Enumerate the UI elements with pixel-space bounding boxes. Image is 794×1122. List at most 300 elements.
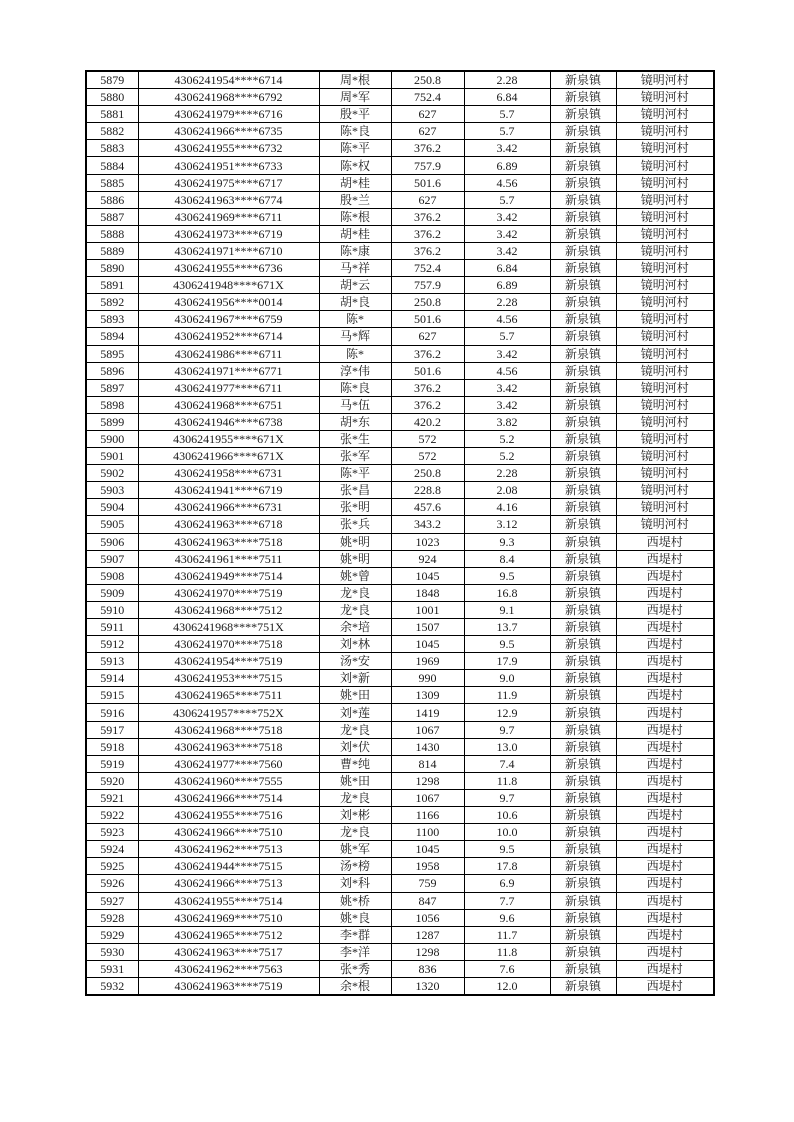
cell-seq: 5909 — [86, 584, 138, 601]
cell-amount: 376.2 — [391, 345, 464, 362]
cell-village: 镜明河村 — [616, 174, 714, 191]
cell-area: 9.6 — [464, 909, 550, 926]
cell-amount: 752.4 — [391, 260, 464, 277]
cell-village: 西堤村 — [616, 789, 714, 806]
cell-area: 7.4 — [464, 755, 550, 772]
cell-area: 3.42 — [464, 140, 550, 157]
cell-town: 新泉镇 — [550, 943, 616, 960]
cell-seq: 5922 — [86, 807, 138, 824]
cell-village: 镜明河村 — [616, 379, 714, 396]
cell-amount: 1045 — [391, 567, 464, 584]
cell-amount: 757.9 — [391, 277, 464, 294]
table-row — [86, 875, 714, 892]
table-row — [86, 721, 714, 738]
cell-seq: 5905 — [86, 516, 138, 533]
cell-town: 新泉镇 — [550, 738, 616, 755]
cell-id-masked: 4306241970****7518 — [138, 636, 319, 653]
cell-area: 3.42 — [464, 225, 550, 242]
cell-town: 新泉镇 — [550, 294, 616, 311]
table-row — [86, 379, 714, 396]
cell-area: 10.0 — [464, 824, 550, 841]
cell-village: 西堤村 — [616, 841, 714, 858]
cell-id-masked: 4306241977****6711 — [138, 379, 319, 396]
cell-village: 镜明河村 — [616, 345, 714, 362]
cell-town: 新泉镇 — [550, 225, 616, 242]
cell-village: 西堤村 — [616, 772, 714, 789]
table-row — [86, 157, 714, 174]
cell-seq: 5916 — [86, 704, 138, 721]
cell-name-masked: 陈*康 — [319, 242, 391, 259]
cell-amount: 1045 — [391, 841, 464, 858]
cell-area: 4.56 — [464, 174, 550, 191]
cell-id-masked: 4306241963****6774 — [138, 191, 319, 208]
cell-area: 4.56 — [464, 362, 550, 379]
cell-seq: 5915 — [86, 687, 138, 704]
table-row — [86, 140, 714, 157]
cell-seq: 5889 — [86, 242, 138, 259]
cell-amount: 250.8 — [391, 71, 464, 89]
cell-area: 2.28 — [464, 71, 550, 89]
cell-amount: 420.2 — [391, 413, 464, 430]
cell-town: 新泉镇 — [550, 533, 616, 550]
cell-village: 镜明河村 — [616, 191, 714, 208]
cell-seq: 5903 — [86, 482, 138, 499]
cell-amount: 1298 — [391, 772, 464, 789]
cell-area: 11.8 — [464, 772, 550, 789]
cell-id-masked: 4306241968****6751 — [138, 396, 319, 413]
cell-area: 2.08 — [464, 482, 550, 499]
cell-id-masked: 4306241971****6710 — [138, 242, 319, 259]
cell-village: 镜明河村 — [616, 396, 714, 413]
cell-amount: 343.2 — [391, 516, 464, 533]
cell-id-masked: 4306241966****7514 — [138, 789, 319, 806]
table-row — [86, 601, 714, 618]
cell-seq: 5887 — [86, 208, 138, 225]
cell-town: 新泉镇 — [550, 499, 616, 516]
cell-amount: 501.6 — [391, 362, 464, 379]
cell-village: 镜明河村 — [616, 482, 714, 499]
cell-village: 镜明河村 — [616, 89, 714, 106]
cell-id-masked: 4306241979****6716 — [138, 106, 319, 123]
cell-area: 13.7 — [464, 619, 550, 636]
cell-town: 新泉镇 — [550, 772, 616, 789]
cell-amount: 1166 — [391, 807, 464, 824]
cell-town: 新泉镇 — [550, 601, 616, 618]
cell-id-masked: 4306241963****7518 — [138, 533, 319, 550]
table-row — [86, 311, 714, 328]
cell-town: 新泉镇 — [550, 174, 616, 191]
cell-id-masked: 4306241957****752X — [138, 704, 319, 721]
cell-amount: 1958 — [391, 858, 464, 875]
cell-village: 西堤村 — [616, 567, 714, 584]
table-row — [86, 892, 714, 909]
cell-town: 新泉镇 — [550, 430, 616, 447]
cell-town: 新泉镇 — [550, 208, 616, 225]
table-row — [86, 858, 714, 875]
cell-seq: 5879 — [86, 71, 138, 89]
table-row — [86, 345, 714, 362]
cell-id-masked: 4306241960****7555 — [138, 772, 319, 789]
cell-village: 镜明河村 — [616, 499, 714, 516]
cell-name-masked: 马*辉 — [319, 328, 391, 345]
cell-id-masked: 4306241966****671X — [138, 448, 319, 465]
cell-area: 7.6 — [464, 960, 550, 977]
cell-village: 西堤村 — [616, 960, 714, 977]
cell-id-masked: 4306241966****6731 — [138, 499, 319, 516]
cell-id-masked: 4306241961****7511 — [138, 550, 319, 567]
cell-name-masked: 张*军 — [319, 448, 391, 465]
cell-amount: 250.8 — [391, 294, 464, 311]
table-row — [86, 123, 714, 140]
cell-name-masked: 陈* — [319, 311, 391, 328]
cell-id-masked: 4306241962****7563 — [138, 960, 319, 977]
cell-seq: 5918 — [86, 738, 138, 755]
cell-amount: 836 — [391, 960, 464, 977]
cell-area: 9.7 — [464, 721, 550, 738]
cell-id-masked: 4306241965****7511 — [138, 687, 319, 704]
cell-town: 新泉镇 — [550, 396, 616, 413]
cell-area: 17.8 — [464, 858, 550, 875]
cell-area: 6.84 — [464, 89, 550, 106]
cell-name-masked: 胡*良 — [319, 294, 391, 311]
cell-seq: 5911 — [86, 619, 138, 636]
cell-area: 12.9 — [464, 704, 550, 721]
cell-seq: 5892 — [86, 294, 138, 311]
table-row — [86, 960, 714, 977]
cell-area: 3.42 — [464, 379, 550, 396]
cell-seq: 5898 — [86, 396, 138, 413]
table-row — [86, 242, 714, 259]
cell-town: 新泉镇 — [550, 670, 616, 687]
cell-name-masked: 刘*新 — [319, 670, 391, 687]
cell-area: 7.7 — [464, 892, 550, 909]
cell-village: 西堤村 — [616, 619, 714, 636]
cell-id-masked: 4306241968****751X — [138, 619, 319, 636]
cell-amount: 627 — [391, 106, 464, 123]
cell-id-masked: 4306241971****6771 — [138, 362, 319, 379]
cell-id-masked: 4306241967****6759 — [138, 311, 319, 328]
cell-village: 西堤村 — [616, 687, 714, 704]
cell-area: 3.42 — [464, 208, 550, 225]
cell-amount: 757.9 — [391, 157, 464, 174]
cell-village: 镜明河村 — [616, 140, 714, 157]
cell-seq: 5932 — [86, 977, 138, 995]
cell-village: 西堤村 — [616, 636, 714, 653]
cell-name-masked: 殷*兰 — [319, 191, 391, 208]
cell-name-masked: 胡*云 — [319, 277, 391, 294]
cell-amount: 376.2 — [391, 379, 464, 396]
cell-village: 镜明河村 — [616, 157, 714, 174]
cell-area: 3.42 — [464, 242, 550, 259]
table-row — [86, 909, 714, 926]
cell-village: 西堤村 — [616, 807, 714, 824]
cell-amount: 759 — [391, 875, 464, 892]
table-row — [86, 89, 714, 106]
cell-name-masked: 刘*莲 — [319, 704, 391, 721]
cell-town: 新泉镇 — [550, 345, 616, 362]
cell-seq: 5923 — [86, 824, 138, 841]
cell-village: 西堤村 — [616, 943, 714, 960]
cell-town: 新泉镇 — [550, 807, 616, 824]
cell-amount: 627 — [391, 123, 464, 140]
cell-id-masked: 4306241955****7514 — [138, 892, 319, 909]
cell-town: 新泉镇 — [550, 379, 616, 396]
cell-seq: 5891 — [86, 277, 138, 294]
cell-town: 新泉镇 — [550, 875, 616, 892]
cell-id-masked: 4306241948****671X — [138, 277, 319, 294]
cell-area: 9.5 — [464, 636, 550, 653]
cell-seq: 5885 — [86, 174, 138, 191]
cell-village: 镜明河村 — [616, 448, 714, 465]
cell-name-masked: 马*伍 — [319, 396, 391, 413]
cell-amount: 1419 — [391, 704, 464, 721]
cell-town: 新泉镇 — [550, 687, 616, 704]
cell-village: 镜明河村 — [616, 208, 714, 225]
cell-id-masked: 4306241954****6714 — [138, 71, 319, 89]
table-row — [86, 687, 714, 704]
cell-seq: 5900 — [86, 430, 138, 447]
cell-area: 4.16 — [464, 499, 550, 516]
cell-id-masked: 4306241968****6792 — [138, 89, 319, 106]
cell-town: 新泉镇 — [550, 328, 616, 345]
cell-id-masked: 4306241968****7518 — [138, 721, 319, 738]
cell-town: 新泉镇 — [550, 567, 616, 584]
cell-seq: 5930 — [86, 943, 138, 960]
cell-seq: 5913 — [86, 653, 138, 670]
cell-amount: 1100 — [391, 824, 464, 841]
cell-village: 西堤村 — [616, 858, 714, 875]
cell-town: 新泉镇 — [550, 157, 616, 174]
cell-amount: 1056 — [391, 909, 464, 926]
cell-town: 新泉镇 — [550, 362, 616, 379]
table-row — [86, 225, 714, 242]
cell-seq: 5919 — [86, 755, 138, 772]
cell-amount: 847 — [391, 892, 464, 909]
cell-seq: 5890 — [86, 260, 138, 277]
cell-amount: 814 — [391, 755, 464, 772]
cell-amount: 1309 — [391, 687, 464, 704]
cell-name-masked: 李*群 — [319, 926, 391, 943]
cell-area: 6.89 — [464, 277, 550, 294]
cell-town: 新泉镇 — [550, 721, 616, 738]
table-row — [86, 670, 714, 687]
cell-village: 西堤村 — [616, 584, 714, 601]
cell-town: 新泉镇 — [550, 636, 616, 653]
cell-seq: 5907 — [86, 550, 138, 567]
table-row — [86, 71, 714, 89]
cell-name-masked: 姚*军 — [319, 841, 391, 858]
cell-id-masked: 4306241951****6733 — [138, 157, 319, 174]
cell-village: 西堤村 — [616, 755, 714, 772]
cell-seq: 5895 — [86, 345, 138, 362]
cell-amount: 376.2 — [391, 208, 464, 225]
cell-amount: 1298 — [391, 943, 464, 960]
cell-id-masked: 4306241966****7510 — [138, 824, 319, 841]
cell-area: 5.7 — [464, 106, 550, 123]
cell-area: 11.7 — [464, 926, 550, 943]
cell-seq: 5929 — [86, 926, 138, 943]
cell-amount: 1507 — [391, 619, 464, 636]
cell-amount: 572 — [391, 430, 464, 447]
cell-seq: 5886 — [86, 191, 138, 208]
cell-area: 9.5 — [464, 841, 550, 858]
cell-village: 镜明河村 — [616, 362, 714, 379]
cell-id-masked: 4306241963****7517 — [138, 943, 319, 960]
table-row — [86, 430, 714, 447]
cell-town: 新泉镇 — [550, 89, 616, 106]
cell-amount: 1023 — [391, 533, 464, 550]
cell-seq: 5897 — [86, 379, 138, 396]
cell-name-masked: 陈*平 — [319, 465, 391, 482]
table-row — [86, 977, 714, 995]
cell-id-masked: 4306241955****671X — [138, 430, 319, 447]
cell-amount: 1287 — [391, 926, 464, 943]
cell-village: 镜明河村 — [616, 413, 714, 430]
cell-town: 新泉镇 — [550, 260, 616, 277]
cell-village: 镜明河村 — [616, 328, 714, 345]
cell-amount: 376.2 — [391, 396, 464, 413]
cell-seq: 5882 — [86, 123, 138, 140]
table-row — [86, 174, 714, 191]
cell-seq: 5917 — [86, 721, 138, 738]
table-row — [86, 550, 714, 567]
cell-town: 新泉镇 — [550, 858, 616, 875]
table-row — [86, 772, 714, 789]
cell-name-masked: 汤*安 — [319, 653, 391, 670]
cell-amount: 990 — [391, 670, 464, 687]
cell-amount: 1430 — [391, 738, 464, 755]
cell-area: 3.82 — [464, 413, 550, 430]
cell-seq: 5926 — [86, 875, 138, 892]
cell-village: 西堤村 — [616, 721, 714, 738]
cell-town: 新泉镇 — [550, 277, 616, 294]
cell-town: 新泉镇 — [550, 123, 616, 140]
cell-id-masked: 4306241955****6732 — [138, 140, 319, 157]
cell-village: 镜明河村 — [616, 465, 714, 482]
cell-area: 11.9 — [464, 687, 550, 704]
cell-town: 新泉镇 — [550, 584, 616, 601]
table-row — [86, 499, 714, 516]
cell-village: 镜明河村 — [616, 430, 714, 447]
cell-name-masked: 李*洋 — [319, 943, 391, 960]
cell-village: 镜明河村 — [616, 71, 714, 89]
cell-village: 西堤村 — [616, 704, 714, 721]
cell-village: 镜明河村 — [616, 260, 714, 277]
cell-amount: 228.8 — [391, 482, 464, 499]
cell-id-masked: 4306241946****6738 — [138, 413, 319, 430]
table-row — [86, 396, 714, 413]
cell-town: 新泉镇 — [550, 977, 616, 995]
cell-name-masked: 余*培 — [319, 619, 391, 636]
cell-amount: 501.6 — [391, 311, 464, 328]
cell-id-masked: 4306241958****6731 — [138, 465, 319, 482]
cell-seq: 5880 — [86, 89, 138, 106]
cell-seq: 5920 — [86, 772, 138, 789]
cell-id-masked: 4306241968****7512 — [138, 601, 319, 618]
cell-seq: 5896 — [86, 362, 138, 379]
cell-village: 镜明河村 — [616, 311, 714, 328]
cell-id-masked: 4306241973****6719 — [138, 225, 319, 242]
cell-area: 10.6 — [464, 807, 550, 824]
cell-id-masked: 4306241969****7510 — [138, 909, 319, 926]
cell-town: 新泉镇 — [550, 789, 616, 806]
cell-village: 西堤村 — [616, 550, 714, 567]
cell-town: 新泉镇 — [550, 926, 616, 943]
cell-town: 新泉镇 — [550, 960, 616, 977]
table-row — [86, 943, 714, 960]
cell-town: 新泉镇 — [550, 413, 616, 430]
cell-town: 新泉镇 — [550, 653, 616, 670]
table-body — [86, 71, 714, 995]
cell-seq: 5931 — [86, 960, 138, 977]
table-row — [86, 106, 714, 123]
cell-name-masked: 姚*明 — [319, 550, 391, 567]
table-row — [86, 824, 714, 841]
table-row — [86, 482, 714, 499]
cell-village: 西堤村 — [616, 926, 714, 943]
cell-amount: 627 — [391, 328, 464, 345]
cell-area: 3.42 — [464, 345, 550, 362]
table-row — [86, 755, 714, 772]
cell-amount: 1045 — [391, 636, 464, 653]
table-row — [86, 448, 714, 465]
cell-name-masked: 陈*良 — [319, 379, 391, 396]
cell-area: 3.42 — [464, 396, 550, 413]
table-row — [86, 619, 714, 636]
table-row — [86, 533, 714, 550]
cell-amount: 376.2 — [391, 140, 464, 157]
cell-name-masked: 龙*良 — [319, 601, 391, 618]
cell-amount: 752.4 — [391, 89, 464, 106]
cell-area: 8.4 — [464, 550, 550, 567]
cell-area: 13.0 — [464, 738, 550, 755]
cell-name-masked: 龙*良 — [319, 721, 391, 738]
table-row — [86, 413, 714, 430]
cell-id-masked: 4306241955****6736 — [138, 260, 319, 277]
cell-area: 9.3 — [464, 533, 550, 550]
cell-area: 4.56 — [464, 311, 550, 328]
cell-name-masked: 马*祥 — [319, 260, 391, 277]
cell-area: 9.0 — [464, 670, 550, 687]
cell-id-masked: 4306241955****7516 — [138, 807, 319, 824]
cell-seq: 5927 — [86, 892, 138, 909]
cell-name-masked: 刘*彬 — [319, 807, 391, 824]
cell-name-masked: 刘*林 — [319, 636, 391, 653]
table-row — [86, 841, 714, 858]
cell-village: 西堤村 — [616, 977, 714, 995]
subsidy-table — [85, 70, 715, 996]
table-row — [86, 704, 714, 721]
cell-id-masked: 4306241970****7519 — [138, 584, 319, 601]
cell-name-masked: 姚*桥 — [319, 892, 391, 909]
cell-id-masked: 4306241962****7513 — [138, 841, 319, 858]
table-row — [86, 191, 714, 208]
cell-area: 6.89 — [464, 157, 550, 174]
cell-id-masked: 4306241963****6718 — [138, 516, 319, 533]
cell-town: 新泉镇 — [550, 106, 616, 123]
cell-town: 新泉镇 — [550, 71, 616, 89]
cell-town: 新泉镇 — [550, 516, 616, 533]
cell-id-masked: 4306241941****6719 — [138, 482, 319, 499]
cell-name-masked: 张*生 — [319, 430, 391, 447]
cell-village: 西堤村 — [616, 653, 714, 670]
cell-seq: 5908 — [86, 567, 138, 584]
cell-amount: 1320 — [391, 977, 464, 995]
cell-amount: 1067 — [391, 721, 464, 738]
cell-id-masked: 4306241966****7513 — [138, 875, 319, 892]
table-row — [86, 807, 714, 824]
cell-id-masked: 4306241956****0014 — [138, 294, 319, 311]
